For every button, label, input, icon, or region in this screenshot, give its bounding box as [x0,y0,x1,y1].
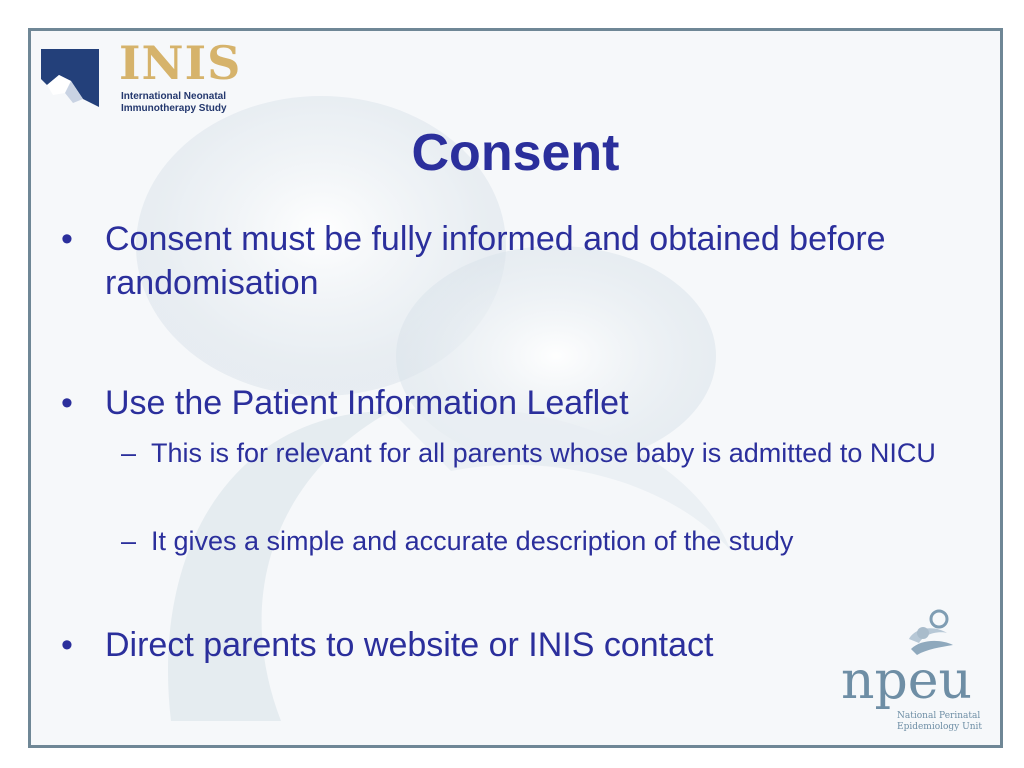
inis-logo [41,36,242,129]
bullet-dot-icon: • [61,384,73,422]
bullet-dot-icon: • [61,626,73,664]
npeu-logo-subtitle: National Perinatal Epidemiology Unit [897,711,983,732]
bullet-item: • Use the Patient Information Leaflet [61,381,995,425]
inis-logo-mark-icon [41,41,111,111]
slide-frame [28,28,1003,748]
sub-bullet-item: – This is for relevant for all parents whose baby is admitted to NICU [121,435,951,471]
sub-bullet-item: – It gives a simple and accurate description of the study [121,523,951,559]
npeu-logo-word: npeu [841,651,973,711]
dash-icon: – [121,526,137,556]
bullet-item: • Consent must be fully informed and obtained before randomisation [61,217,995,305]
bullet-item: • Direct parents to website or INIS contact [61,623,995,667]
inis-logo-subtitle: International Neonatal Immunotherapy Study [121,91,227,114]
bullet-dot-icon: • [61,220,73,258]
slide-title: Consent [411,124,620,182]
npeu-logo [839,609,999,744]
dash-icon: – [121,438,137,468]
inis-logo-word: INIS [119,36,242,90]
